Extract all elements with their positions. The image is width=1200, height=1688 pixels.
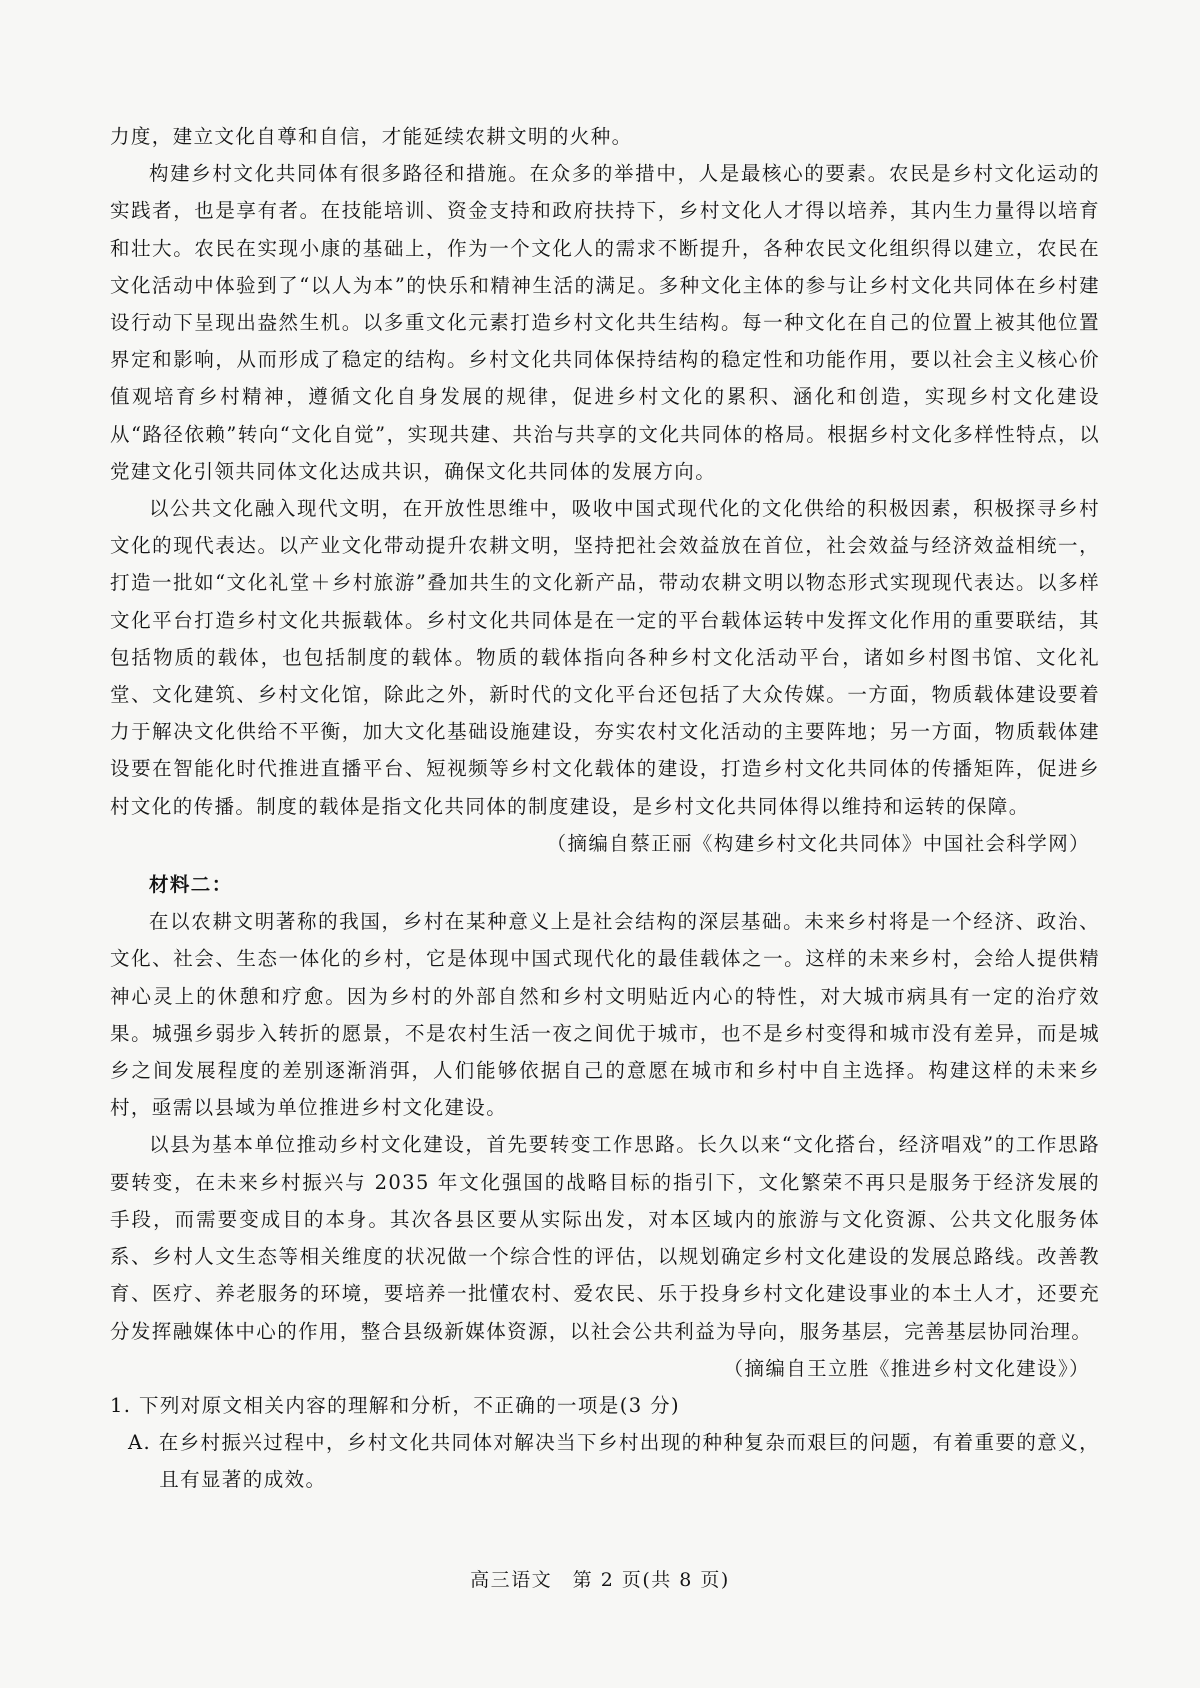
material1-paragraph-1: 构建乡村文化共同体有很多路径和措施。在众多的举措中，人是最核心的要素。农民是乡村文化运动的实践者，也是享有者。在技能培训、资金支持和政府扶持下，乡村文化人才得以培养，其内生力量得以培育和壮大。农民在实现小康的基础上，作为一个文化人的需求不断提升，各种农民文化组织得以建立，农民在文化活动中体验到了“以人为本”的快乐和精神生活的满足。多种文化主体的参与让乡村文化共同体在乡村建设行动下呈现出盎然生机。以多重文化元素打造乡村文化共生结构。每一种文化在自己的位置上被其他位置界定和影响，从而形成了稳定的结构。乡村文化共同体保持结构的稳定性和功能作用，要以社会主义核心价值观培育乡村精神，遵循文化自身发展的规律，促进乡村文化的累积、涵化和创造，实现乡村文化建设从“路径依赖”转向“文化自觉”，实现共建、共治与共享的文化共同体的格局。根据乡村文化多样性特点，以党建文化引领共同体文化达成共识，确保文化共同体的发展方向。: [110, 162, 1100, 483]
material2-paragraph-1: 在以农耕文明著称的我国，乡村在某种意义上是社会结构的深层基础。未来乡村将是一个经济、政治、文化、社会、生态一体化的乡村，它是体现中国式现代化的最佳载体之一。这样的未来乡村，会给人提供精神心灵上的休憩和疗愈。因为乡村的外部自然和乡村文明贴近内心的特性，对大城市病具有一定的治疗效果。城强乡弱步入转折的愿景，不是农村生活一夜之间优于城市，也不是乡村变得和城市没有差异，而是城乡之间发展程度的差别逐渐消弭，人们能够依据自己的意愿在城市和乡村中自主选择。构建这样的未来乡村，亟需以县域为单位推进乡村文化建设。: [110, 910, 1100, 1120]
material1-paragraph-2: 以公共文化融入现代文明，在开放性思维中，吸收中国式现代化的文化供给的积极因素，积极探寻乡村文化的现代表达。以产业文化带动提升农耕文明，坚持把社会效益放在首位，社会效益与经济效益相统一，打造一批如“文化礼堂＋乡村旅游”叠加共生的文化新产品，带动农耕文明以物态形式实现现代表达。以多样文化平台打造乡村文化共振载体。乡村文化共同体是在一定的平台载体运转中发挥文化作用的重要联结，其包括物质的载体，也包括制度的载体。物质的载体指向各种乡村文化活动平台，诸如乡村图书馆、文化礼堂、文化建筑、乡村文化馆，除此之外，新时代的文化平台还包括了大众传媒。一方面，物质载体建设要着力于解决文化供给不平衡，加大文化基础设施建设，夯实农村文化活动的主要阵地；另一方面，物质载体建设要在智能化时代推进直播平台、短视频等乡村文化载体的建设，打造乡村文化共同体的传播矩阵，促进乡村文化的传播。制度的载体是指文化共同体的制度建设，是乡村文化共同体得以维持和运转的保障。: [110, 497, 1100, 818]
material2-paragraph-2: 以县为基本单位推动乡村文化建设，首先要转变工作思路。长久以来“文化搭台，经济唱戏”的工作思路要转变，在未来乡村振兴与 2035 年文化强国的战略目标的指引下，文化繁荣不再只是服务于经济发展的手段，而需要变成目的本身。其次各县区要从实际出发，对本区域内的旅游与文化资源、公共文化服务体系、乡村人文生态等相关维度的状况做一个综合性的评估，以规划确定乡村文化建设的发展总路线。改善教育、医疗、养老服务的环境，要培养一批懂农村、爱农民、乐于投身乡村文化建设事业的本土人才，还要充分发挥融媒体中心的作用，整合县级新媒体资源，以社会公共利益为导向，服务基层，完善基层协同治理。: [110, 1133, 1100, 1343]
page-content: [110, 118, 1100, 1499]
material1-source: （摘编自蔡正丽《构建乡村文化共同体》中国社会科学网）: [546, 831, 1090, 855]
material2-heading: 材料二：: [149, 873, 233, 897]
material2-source: （摘编自王立胜《推进乡村文化建设》）: [723, 1356, 1090, 1380]
question-1-option-a: A. 在乡村振兴过程中，乡村文化共同体对解决当下乡村出现的种种复杂而艰巨的问题，有着重要的意义，且有显著的成效。: [128, 1431, 1100, 1492]
question-1-stem: 1. 下列对原文相关内容的理解和分析，不正确的一项是(3 分): [110, 1393, 681, 1417]
continuation-paragraph: 力度，建立文化自尊和自信，才能延续农耕文明的火种。: [110, 125, 633, 148]
page-footer: 高三语文 第 2 页(共 8 页): [470, 1569, 730, 1591]
